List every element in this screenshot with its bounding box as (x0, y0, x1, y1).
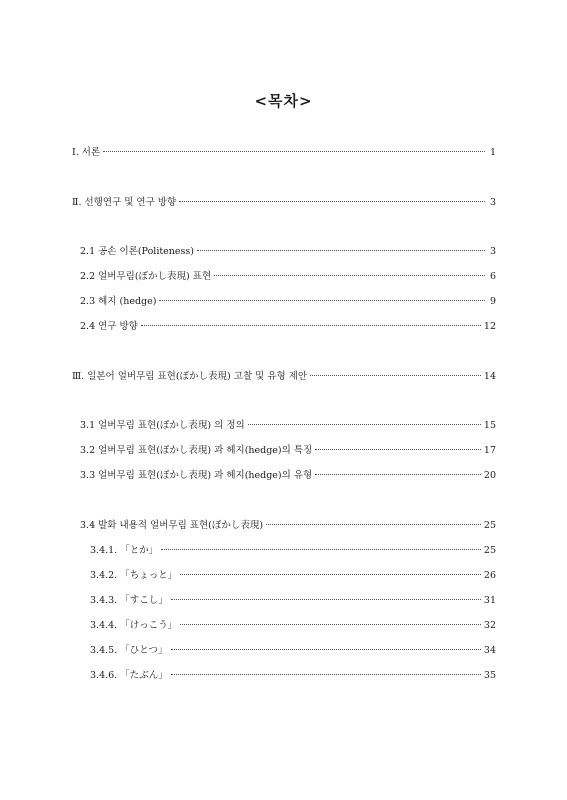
toc-entry-page: 12 (483, 321, 496, 332)
toc-entry-label: 3.4 발화 내용적 얼버무림 표현(ぼかし表現) (80, 520, 264, 531)
toc-entry-label: 3.3 얼버무림 표현(ぼかし表現) 과 헤지(hedge)의 유형 (80, 470, 313, 481)
toc-entry-label: 3.2 얼버무림 표현(ぼかし表現) 과 헤지(hedge)의 특징 (80, 445, 313, 456)
toc-entry-page: 3 (489, 197, 496, 208)
toc-entry-page: 25 (483, 545, 496, 556)
dot-leader (214, 275, 485, 276)
dot-leader (103, 151, 485, 152)
dot-leader (315, 474, 481, 475)
dot-leader (180, 574, 481, 575)
dot-leader (159, 300, 485, 301)
toc-entry-3-4-1[interactable] (90, 545, 496, 557)
dot-leader (141, 325, 481, 326)
toc-entry-label: 3.4.4. 「けっこう」 (90, 620, 178, 631)
dot-leader (171, 674, 481, 675)
toc-entry-page: 15 (483, 420, 496, 431)
toc-entry-label: 3.4.6. 「たぶん」 (90, 670, 168, 681)
toc-entry-3-2[interactable] (80, 445, 496, 457)
toc-entry-page: 3 (489, 246, 496, 257)
dot-leader (171, 649, 481, 650)
toc-entry-label: 3.4.2. 「ちょっと」 (90, 570, 178, 581)
toc-entry-3-4[interactable] (80, 520, 496, 532)
toc-entry-page: 17 (483, 445, 496, 456)
toc-entry-3-4-4[interactable] (90, 620, 496, 632)
toc-entry-label: 2.4 연구 방향 (80, 321, 138, 332)
toc-entry-page: 32 (483, 620, 496, 631)
dot-leader (180, 624, 481, 625)
toc-entry-chapter-1[interactable] (72, 147, 496, 159)
toc-entry-label: 3.1 얼버무림 표현(ぼかし表現) 의 정의 (80, 420, 245, 431)
toc-entry-page: 26 (483, 570, 496, 581)
toc-entry-page: 9 (489, 296, 496, 307)
toc-entry-label: 2.1 공손 이론(Politeness) (80, 246, 195, 257)
dot-leader (171, 599, 481, 600)
dot-leader (310, 375, 481, 376)
toc-entry-3-4-6[interactable] (90, 670, 496, 682)
toc-entry-3-1[interactable] (80, 420, 496, 432)
dot-leader (197, 250, 485, 251)
toc-entry-label: 2.3 헤지 (hedge) (80, 296, 157, 307)
toc-entry-page: 14 (483, 371, 496, 382)
dot-leader (161, 549, 481, 550)
toc-entry-page: 34 (483, 645, 496, 656)
toc-entry-2-1[interactable] (80, 246, 496, 258)
dot-leader (248, 424, 481, 425)
toc-entry-2-2[interactable] (80, 271, 496, 283)
dot-leader (266, 524, 481, 525)
dot-leader (179, 201, 485, 202)
toc-entry-2-4[interactable] (80, 321, 496, 333)
toc-entry-3-4-2[interactable] (90, 570, 496, 582)
toc-entry-label: Ⅲ. 일본어 얼버무림 표현(ぼかし表現) 고찰 및 유형 제안 (72, 371, 308, 382)
toc-entry-label: Ⅱ. 선행연구 및 연구 방향 (72, 197, 177, 208)
toc-entry-page: 25 (483, 520, 496, 531)
page-title: <목차> (254, 92, 313, 110)
toc-entry-page: 6 (489, 271, 496, 282)
toc-entry-label: 2.2 얼버무림(ぼかし表現) 표현 (80, 271, 212, 282)
toc-entry-label: Ⅰ. 서론 (72, 147, 101, 158)
toc-entry-label: 3.4.1. 「とか」 (90, 545, 159, 556)
toc-entry-3-4-5[interactable] (90, 645, 496, 657)
toc-entry-page: 31 (483, 595, 496, 606)
toc-entry-label: 3.4.3. 「すこし」 (90, 595, 168, 606)
toc-entry-page: 35 (483, 670, 496, 681)
toc-entry-label: 3.4.5. 「ひとつ」 (90, 645, 168, 656)
toc-entry-chapter-2[interactable] (72, 197, 496, 209)
toc-entry-2-3[interactable] (80, 296, 496, 308)
toc-entry-chapter-3[interactable] (72, 371, 496, 383)
toc-entry-page: 20 (483, 470, 496, 481)
dot-leader (315, 449, 481, 450)
toc-entry-3-3[interactable] (80, 470, 496, 482)
toc-entry-3-4-3[interactable] (90, 595, 496, 607)
toc-entry-page: 1 (489, 147, 496, 158)
